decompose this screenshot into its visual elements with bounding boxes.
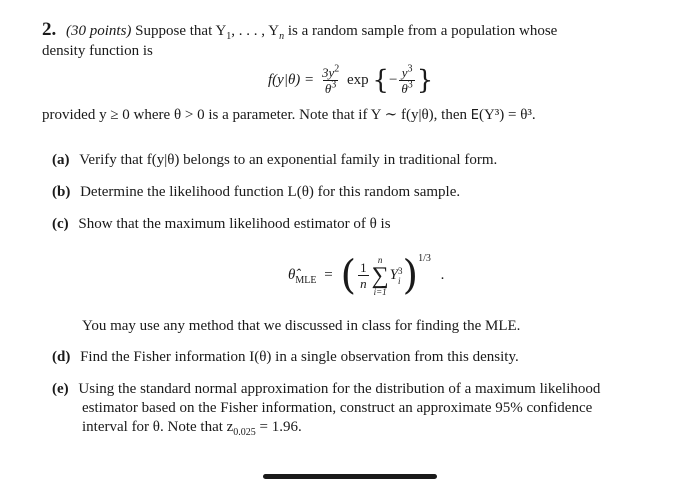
mle-fraction	[358, 260, 369, 291]
question-number: 2.	[42, 19, 57, 40]
density-denominator: θ	[324, 81, 332, 97]
part-e-line-3a: interval for θ. Note that z	[82, 419, 234, 435]
provided-line	[42, 106, 536, 125]
intro-line-2: density function is	[42, 43, 153, 59]
part-c-note: You may use any method that we discussed in class for finding the MLE.	[82, 318, 521, 334]
density-numerator: 3y	[321, 65, 335, 81]
expectation-tail: (Y³) = θ³.	[478, 107, 536, 123]
mle-formula	[288, 250, 444, 300]
part-e-line-2: estimator based on the Fisher information, construct an approximate 95% confidence	[82, 400, 593, 416]
part-d	[52, 348, 519, 367]
part-d-text: Find the Fisher information I(θ) in a single observation from this density.	[80, 349, 519, 365]
part-d-label: (d)	[52, 349, 71, 365]
mle-power: 1/3	[418, 253, 431, 264]
part-c-text: Show that the maximum likelihood estimator of θ is	[78, 216, 391, 232]
mle-left-paren: (	[340, 252, 357, 299]
intro-text-3: is a random sample from a population whose	[284, 23, 558, 39]
part-b-text: Determine the likelihood function L(θ) for this random sample.	[80, 184, 461, 200]
part-a-text: Verify that f(y|θ) belongs to an exponential family in traditional form.	[79, 152, 498, 168]
mle-term-sup: 3	[398, 265, 403, 276]
exp-label: exp	[346, 72, 369, 88]
mle-lhs: θ̂	[288, 267, 296, 283]
question-header-line: 2. (30 points) Suppose that $Y_1$, . . . , $Y_n$ is a random sample from a population whose	[42, 19, 558, 42]
mle-frac-num: 1	[360, 260, 367, 276]
sigma-symbol: ∑	[371, 262, 389, 289]
inner-fraction: $\frac{y^3}{\theta^3}$	[401, 63, 413, 97]
part-c	[52, 215, 391, 234]
inner-denominator: θ	[401, 81, 408, 97]
home-indicator-bar[interactable]	[263, 474, 437, 479]
intro-text-1: Suppose that Y	[135, 23, 227, 39]
provided-text: provided y ≥ 0 where θ > 0 is a parameter. Note that if Y ∼ f(y|θ), then	[42, 107, 467, 123]
part-a	[52, 151, 497, 170]
part-e-line-3	[82, 418, 302, 437]
part-e	[52, 380, 600, 399]
density-fraction: $\frac{3y^2}{\theta^3}$	[321, 63, 340, 97]
mle-period: .	[440, 267, 445, 283]
mle-term: Y	[389, 267, 399, 283]
part-e-label: (e)	[52, 381, 69, 397]
mle-equals: =	[324, 267, 333, 283]
mle-right-paren: )	[402, 252, 419, 299]
part-e-text: Using the standard normal approximation for the distribution of a maximum likelihood	[78, 381, 601, 397]
sum-lower-limit: i=1	[373, 286, 387, 297]
left-brace: {	[372, 65, 389, 96]
part-b	[52, 183, 460, 202]
intro-text-2: , . . . , Y	[231, 23, 280, 39]
density-formula: f(y|θ) = $\frac{3y^2}{\theta^3}$ exp {− $\frac{y^3}{\theta^3}$ }	[268, 63, 434, 97]
mle-frac-den: n	[360, 276, 367, 292]
mle-lhs-sub: MLE	[295, 275, 317, 286]
part-e-line-3b: = 1.96.	[255, 419, 302, 435]
right-brace: }	[416, 65, 434, 96]
expectation-symbol: E	[470, 108, 479, 123]
density-lhs: f(y|θ) =	[268, 72, 315, 88]
inner-numerator: y	[401, 65, 408, 81]
summation	[372, 255, 389, 297]
sum-upper-limit: n	[377, 254, 383, 265]
mle-term-sub: i	[398, 275, 401, 286]
question-points: (30 points)	[66, 23, 132, 39]
part-e-z-sub: 0.025	[233, 427, 256, 438]
part-a-label: (a)	[52, 152, 70, 168]
part-b-label: (b)	[52, 184, 71, 200]
part-c-label: (c)	[52, 216, 69, 232]
